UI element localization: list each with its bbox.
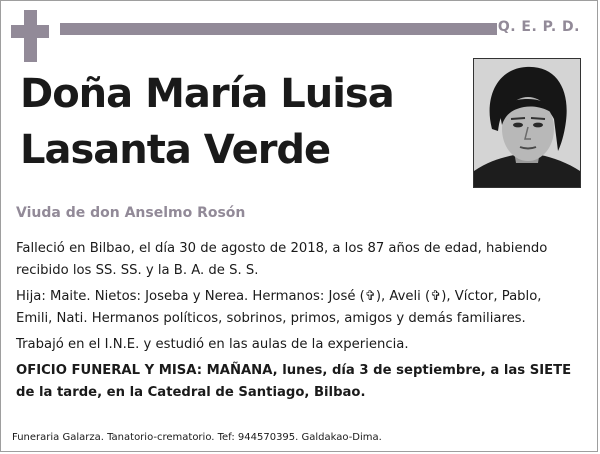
name-line-1: Doña María Luisa — [20, 71, 394, 117]
portrait-image — [474, 59, 580, 187]
funeral-home-footer: Funeraria Galarza. Tanatorio-crematorio. Tef: 944570395. Galdakao-Dima. — [12, 432, 382, 443]
widow-subtitle: Viuda de don Anselmo Rosón — [16, 205, 246, 221]
portrait-photo — [473, 58, 581, 188]
funeral-service-paragraph: OFICIO FUNERAL Y MISA: MAÑANA, lunes, día 3 de septiembre, a las SIETE de la tarde, en la Catedral de Santiago, Bilbao. — [16, 363, 572, 400]
cross-icon — [11, 10, 49, 62]
deceased-name — [20, 66, 460, 178]
death-notice-paragraph: Falleció en Bilbao, el día 30 de agosto de 2018, a los 87 años de edad, habiendo recibido los SS. SS. y la B. A. de S. S. — [16, 241, 548, 278]
name-line-2: Lasanta Verde — [20, 127, 331, 173]
family-paragraph: Hija: Maite. Nietos: Joseba y Nerea. Hermanos: José (✞), Aveli (✞), Víctor, Pablo, Emili, Nati. Hermanos políticos, sobrinos, primos, amigos y demás familiares. — [16, 289, 542, 326]
biography-paragraph: Trabajó en el I.N.E. y estudió en las aulas de la experiencia. — [16, 337, 409, 352]
obituary-body — [16, 238, 582, 408]
header-bar — [60, 23, 497, 35]
qepd-label: Q. E. P. D. — [497, 19, 580, 35]
